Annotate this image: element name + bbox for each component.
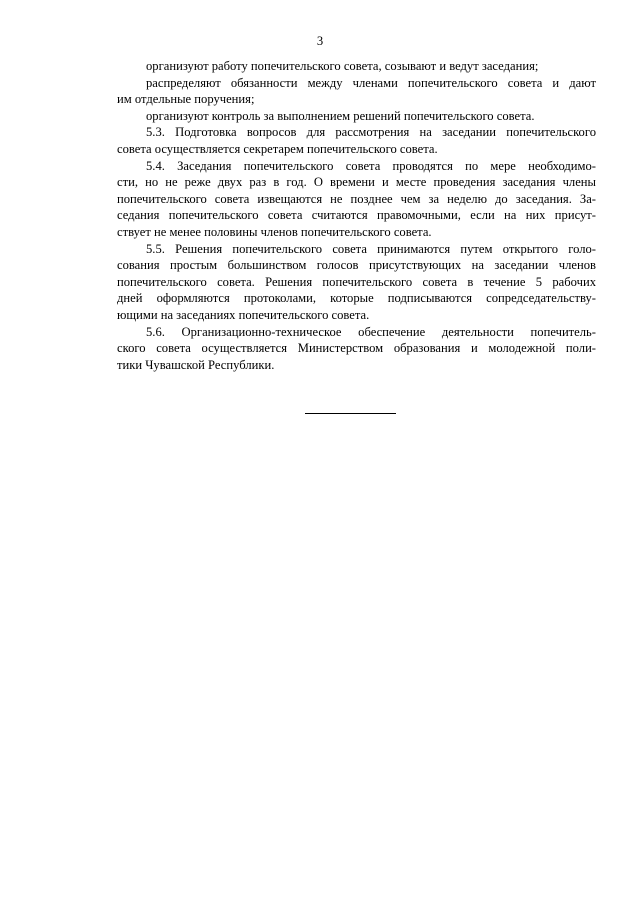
text-line: дней оформляются протоколами, которые подписываются сопредседательству-: [117, 291, 596, 306]
paragraph-5-4: [117, 158, 596, 241]
text-line: сования простым большинством голосов присутствующих на заседании членов: [117, 258, 596, 273]
text-line: сти, но не реже двух раз в год. О времени и месте проведения заседания члены: [117, 175, 596, 190]
text-line: ского совета осуществляется Министерством образования и молодежной поли-: [117, 341, 596, 356]
page-number: 3: [316, 34, 324, 48]
text-line: 5.6. Организационно-техническое обеспечение деятельности попечитель-: [146, 324, 596, 339]
text-line: организуют контроль за выполнением решений попечительского совета.: [146, 108, 535, 123]
text-line: ствует не менее половины членов попечительского совета.: [117, 224, 432, 239]
text-line: ющими на заседаниях попечительского совета.: [117, 307, 370, 322]
text-line: тики Чувашской Республики.: [117, 357, 275, 372]
paragraph-duty-distribute-tasks: [117, 75, 596, 108]
text-line: 5.5. Решения попечительского совета принимаются путем открытого голо-: [146, 241, 596, 256]
text-line: совета осуществляется секретарем попечительского совета.: [117, 141, 438, 156]
text-line: 5.4. Заседания попечительского совета проводятся по мере необходимо-: [146, 158, 596, 173]
paragraph-5-5: [117, 241, 596, 324]
text-line: организуют работу попечительского совета, созывают и ведут заседания;: [146, 59, 539, 73]
paragraph-duty-organize-work: [117, 58, 596, 75]
text-line: попечительского совета извещаются не позднее чем за неделю до заседания. За-: [117, 191, 596, 206]
paragraph-5-6: [117, 324, 596, 374]
text-line: распределяют обязанности между членами попечительского совета и дают: [146, 75, 596, 90]
end-of-document-rule: [305, 413, 396, 414]
document-body: [117, 58, 596, 373]
text-line: седания попечительского совета считаются правомочными, если на них присут-: [117, 208, 596, 223]
paragraph-5-3: [117, 124, 596, 157]
text-line: 5.3. Подготовка вопросов для рассмотрения на заседании попечительского: [146, 125, 596, 140]
text-line: им отдельные поручения;: [117, 92, 255, 107]
paragraph-duty-control: [117, 108, 596, 125]
text-line: попечительского совета. Решения попечительского совета в течение 5 рабочих: [117, 274, 596, 289]
